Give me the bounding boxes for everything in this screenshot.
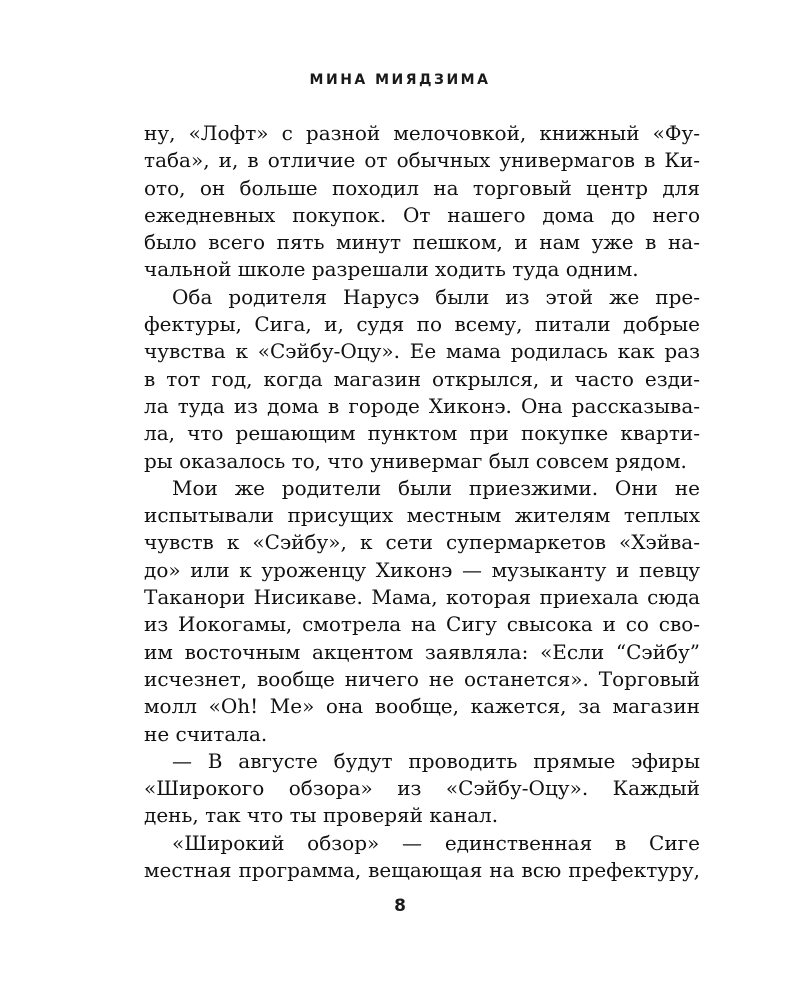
text-line: Таканори Нисикаве. Мама, которая приехала сюда: [144, 585, 700, 610]
text-line: ну, «Лофт» с разной мелочовкой, книжный «Фу-: [144, 121, 700, 145]
text-line: таба», и, в отличие от обычных универмагов в Ки-: [144, 148, 700, 173]
text-line: ото, он больше походил на торговый центр для: [144, 175, 700, 200]
text-line: исчезнет, вообще ничего не останется». Торговый: [144, 666, 700, 691]
text-line: ры оказалось то, что универмаг был совсем рядом.: [144, 448, 687, 473]
text-line: было всего пять минут пешком, и нам уже в на-: [144, 230, 700, 255]
text-line: «Широкого обзора» из «Сэйбу-Оцу». Каждый: [144, 776, 700, 801]
text-line: молл «Oh! Me» она вообще, кажется, за магазин: [144, 694, 700, 719]
text-line: «Широкий обзор» — единственная в Сиге: [172, 830, 700, 855]
text-line: местная программа, вещающая на всю префектуру,: [144, 858, 700, 883]
running-head-author: МИНА МИЯДЗИМА: [309, 72, 491, 88]
text-line: из Иокогамы, смотрела на Сигу свысока и со сво-: [144, 612, 700, 637]
text-line: день, так что ты проверяй канал.: [144, 803, 499, 828]
page-number: 8: [394, 896, 406, 916]
text-line: фектуры, Сига, и, судя по всему, питали добрые: [144, 312, 700, 337]
text-line: до» или к уроженцу Хиконэ — музыканту и певцу: [144, 557, 700, 582]
text-line: не считала.: [144, 721, 268, 746]
text-line: ла, что решающим пунктом при покупке кварти-: [144, 421, 700, 446]
text-line: Оба родителя Нарусэ были из этой же пре-: [172, 284, 700, 309]
text-line: чальной школе разрешали ходить туда одним.: [144, 257, 639, 282]
text-line: ла туда из дома в городе Хиконэ. Она рассказыва-: [144, 393, 700, 418]
text-line: Мои же родители были приезжими. Они не: [172, 475, 700, 500]
text-line: чувств к «Сэйбу», к сети супермаркетов «Хэйва-: [144, 530, 700, 555]
body-text: [144, 120, 700, 884]
text-line: в тот год, когда магазин открылся, и часто езди-: [144, 366, 700, 391]
text-line: им восточным акцентом заявляла: «Если “Сэйбу”: [144, 639, 700, 664]
text-line: испытывали присущих местным жителям теплых: [144, 503, 700, 528]
text-line: ежедневных покупок. От нашего дома до него: [144, 202, 700, 227]
text-line: — В августе будут проводить прямые эфиры: [172, 748, 700, 773]
text-line: чувства к «Сэйбу-Оцу». Ее мама родилась как раз: [144, 339, 700, 364]
